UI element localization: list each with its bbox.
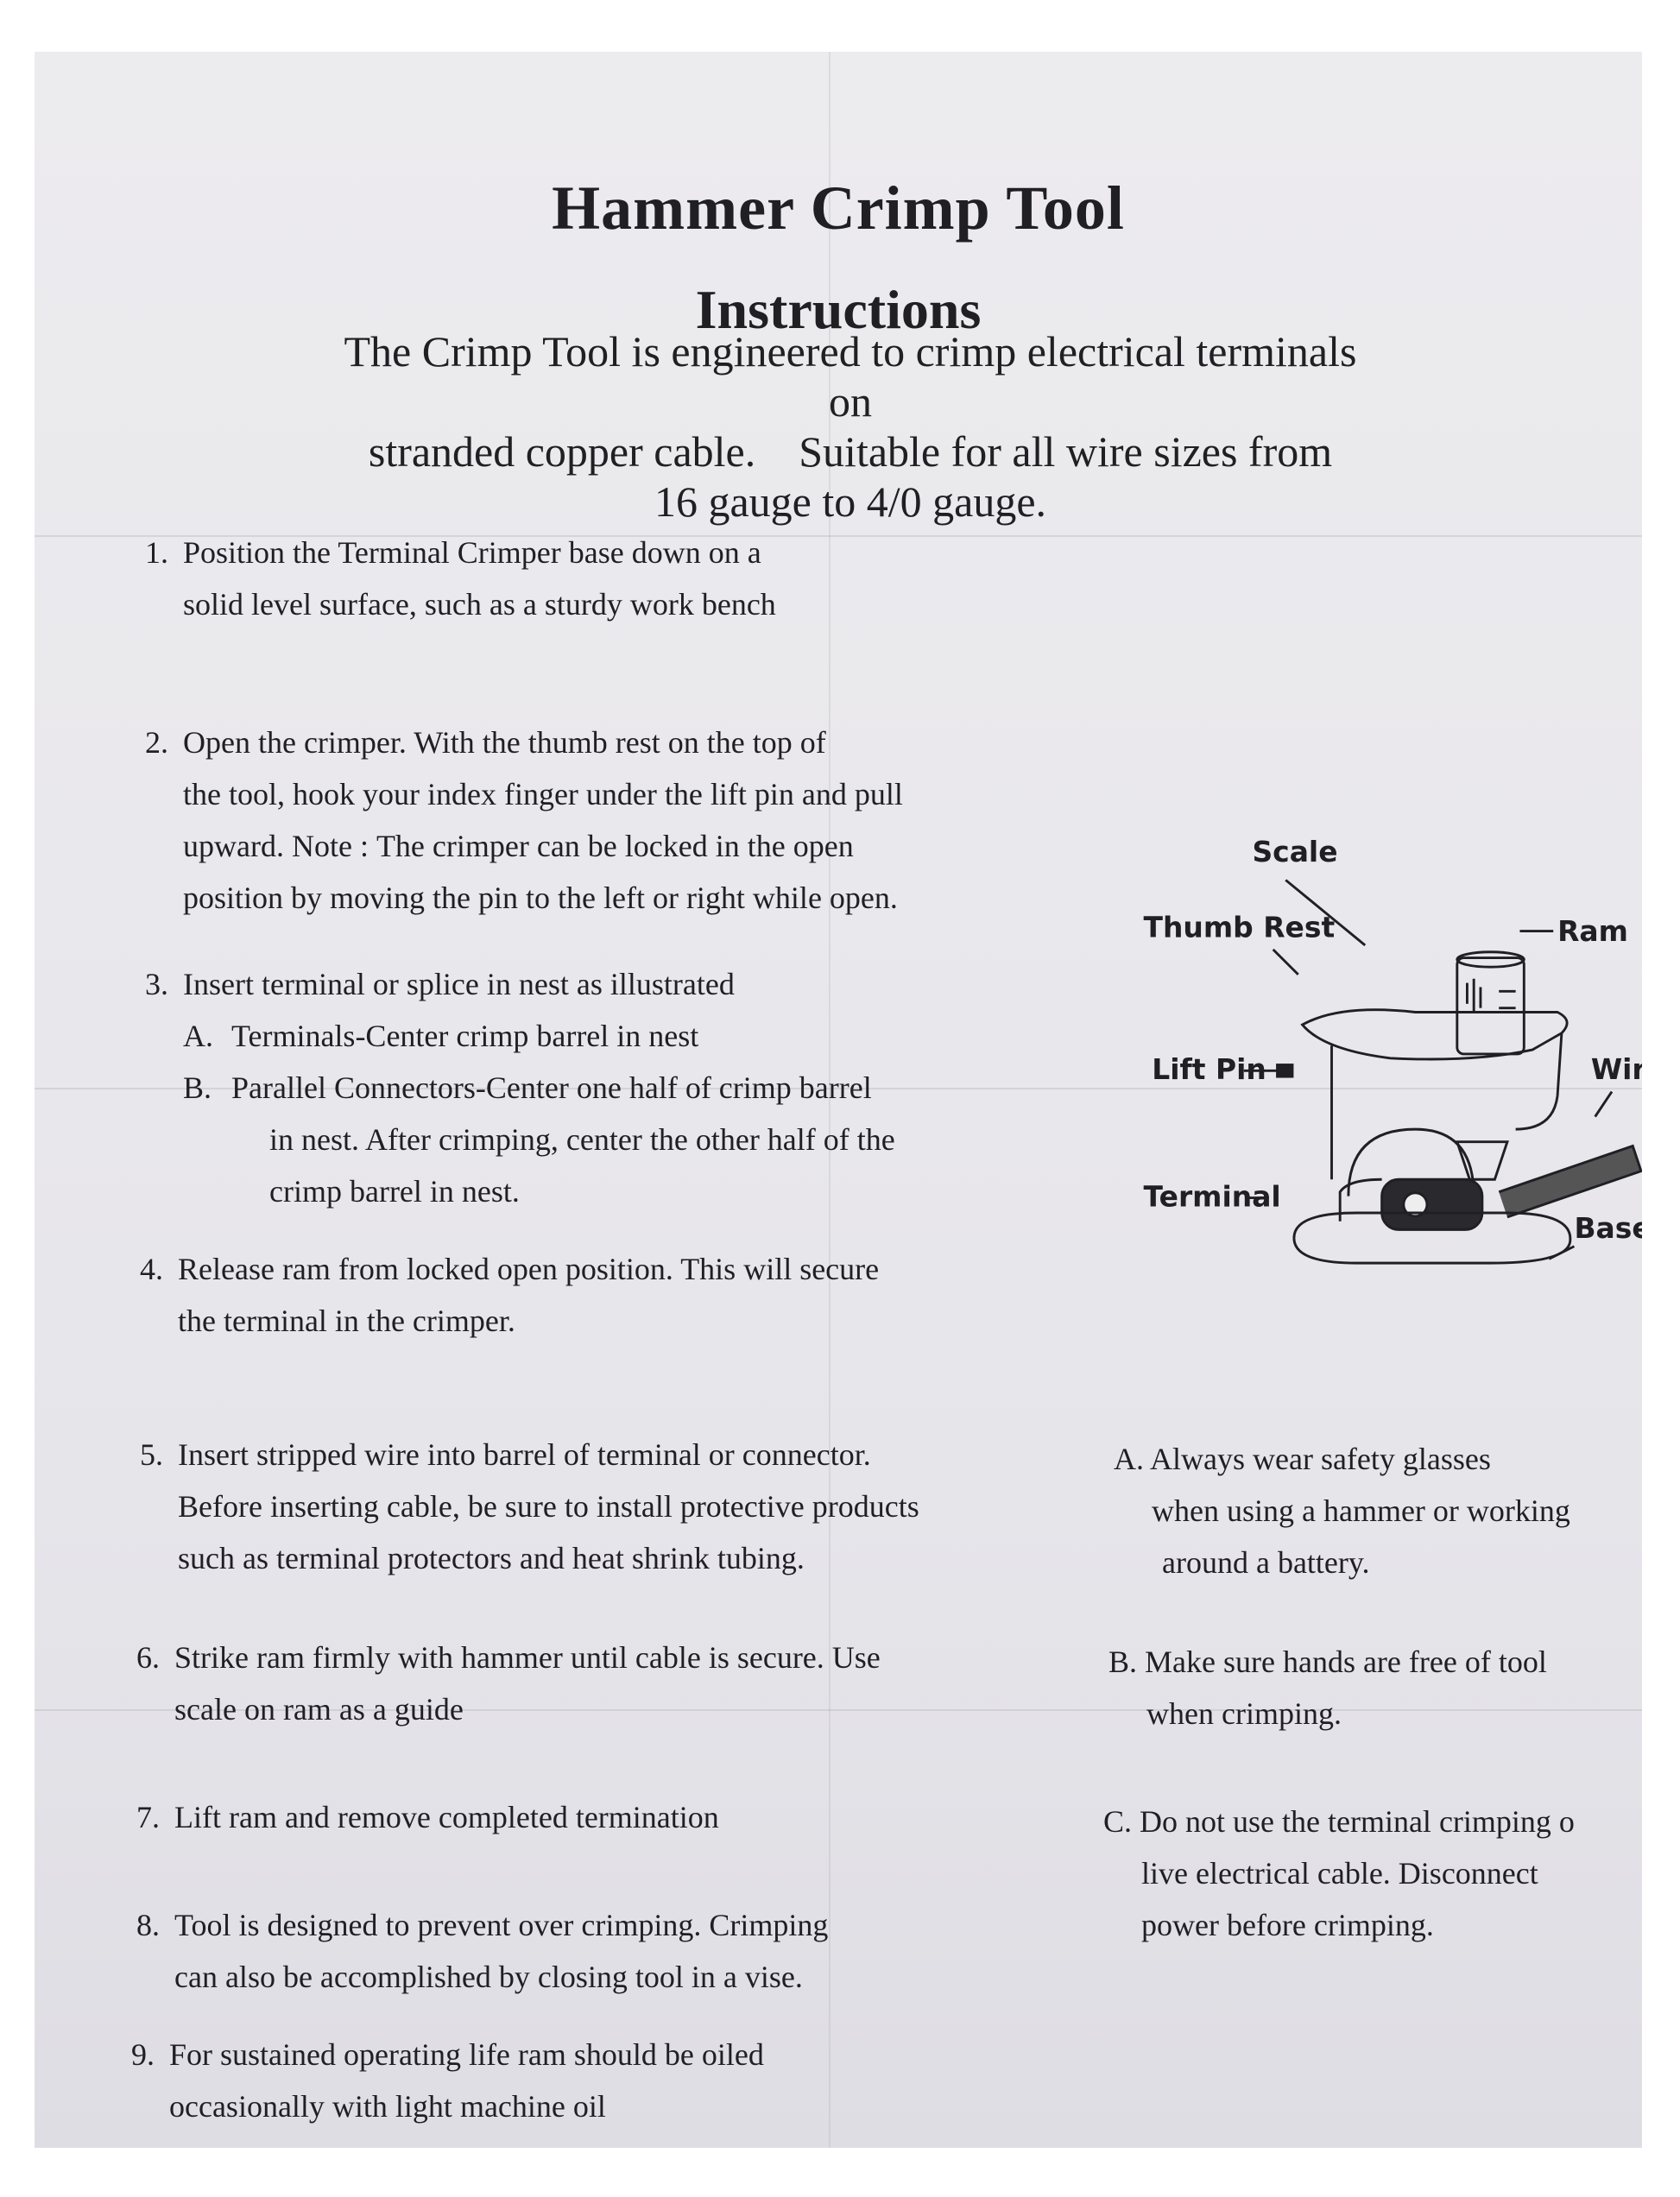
subitem-label: B.: [183, 1070, 212, 1105]
step-line: Release ram from locked open position. This will secure: [178, 1252, 880, 1286]
intro-line: 16 gauge to 4/0 gauge.: [654, 477, 1047, 526]
step-subitem-b: [145, 1062, 1095, 1217]
warning-c: [1103, 1796, 1639, 1951]
indenter: [1457, 1142, 1507, 1180]
step-4: [140, 1243, 1089, 1347]
step-line: the tool, hook your index finger under the lift pin and pull: [183, 777, 903, 811]
step-line: can also be accomplished by closing tool in a vise.: [174, 1960, 803, 1994]
step-line: position by moving the pin to the left or right while open.: [183, 881, 898, 915]
step-line: Insert stripped wire into barrel of terminal or connector.: [178, 1437, 871, 1472]
intro-paragraph: [319, 326, 1381, 527]
warning-line: Do not use the terminal crimping o: [1140, 1804, 1575, 1839]
step-number: 3.: [145, 967, 168, 1001]
subitem-label: A.: [183, 1019, 213, 1053]
step-number: 6.: [136, 1640, 160, 1675]
document-title: Hammer Crimp Tool: [552, 174, 1125, 243]
step-2: [145, 717, 1095, 924]
warning-a: [1114, 1433, 1642, 1588]
warning-line: when crimping.: [1146, 1696, 1342, 1731]
subitem-line: Parallel Connectors-Center one half of crimp barrel: [231, 1070, 872, 1105]
step-6: [136, 1632, 1086, 1735]
step-number: 2.: [145, 725, 168, 760]
step-number: 7.: [136, 1800, 160, 1834]
subitem-line: Terminals-Center crimp barrel in nest: [231, 1019, 699, 1053]
step-number: 8.: [136, 1908, 160, 1942]
label-thumb-rest: Thumb Rest: [1143, 910, 1336, 944]
crimp-tool-diagram: [1105, 811, 1665, 1347]
step-line: Insert terminal or splice in nest as illustrated: [183, 967, 735, 1001]
label-terminal: Terminal: [1143, 1179, 1281, 1214]
base-support: [1340, 1179, 1381, 1221]
warning-b: [1108, 1636, 1642, 1739]
step-line: occasionally with light machine oil: [169, 2089, 606, 2124]
document-subtitle: Instructions: [695, 279, 982, 340]
warning-label: C.: [1103, 1804, 1133, 1839]
ram-cylinder: [1457, 958, 1525, 1054]
thumb-rest: [1303, 1010, 1568, 1059]
lift-pin: [1278, 1065, 1292, 1077]
warning-line: live electrical cable. Disconnect: [1141, 1856, 1538, 1891]
intro-line: The Crimp Tool is engineered to crimp electrical terminals on: [344, 327, 1357, 426]
step-line: Lift ram and remove completed termination: [174, 1800, 719, 1834]
step-line: scale on ram as a guide: [174, 1692, 464, 1727]
intro-line: stranded copper cable. Suitable for all wire sizes from: [368, 427, 1333, 476]
step-line: Strike ram firmly with hammer until cable is secure. Use: [174, 1640, 881, 1675]
subitem-line: crimp barrel in nest.: [269, 1174, 520, 1209]
step-9: [131, 2029, 1081, 2132]
step-number: 5.: [140, 1437, 163, 1472]
label-base: Base: [1574, 1211, 1652, 1246]
label-wire: Wire: [1590, 1052, 1665, 1086]
label-lift-pin: Lift Pin: [1152, 1052, 1266, 1086]
warning-label: B.: [1108, 1645, 1138, 1679]
subitem-line: in nest. After crimping, center the other half of the: [269, 1122, 895, 1157]
wire: [1499, 1146, 1641, 1217]
warning-label: A.: [1114, 1442, 1144, 1476]
warning-line: around a battery.: [1162, 1545, 1370, 1580]
ram-top: [1457, 952, 1525, 967]
step-line: Before inserting cable, be sure to install protective products: [178, 1489, 919, 1524]
step-line: such as terminal protectors and heat shrink tubing.: [178, 1541, 805, 1575]
step-line: solid level surface, such as a sturdy work bench: [183, 587, 776, 622]
step-subitem-a: [145, 1010, 1095, 1062]
label-scale: Scale: [1252, 835, 1338, 869]
label-ram: Ram: [1557, 914, 1628, 949]
leader-line: [1595, 1092, 1612, 1117]
instruction-sheet: [35, 52, 1665, 2148]
step-line: Position the Terminal Crimper base down on a: [183, 535, 761, 570]
warning-line: power before crimping.: [1141, 1908, 1434, 1942]
step-line: the terminal in the crimper.: [178, 1304, 515, 1338]
step-line: Open the crimper. With the thumb rest on the top of: [183, 725, 826, 760]
step-7: [136, 1791, 1086, 1843]
terminal: [1382, 1179, 1482, 1229]
step-1: [145, 527, 1095, 630]
step-8: [136, 1899, 1086, 2003]
step-line: For sustained operating life ram should be oiled: [169, 2037, 764, 2072]
step-number: 4.: [140, 1252, 163, 1286]
warning-line: Make sure hands are free of tool: [1145, 1645, 1547, 1679]
step-line: Tool is designed to prevent over crimping. Crimping: [174, 1908, 829, 1942]
leader-line: [1273, 950, 1298, 975]
step-5: [140, 1429, 1089, 1584]
warning-line: when using a hammer or working: [1152, 1493, 1570, 1528]
step-number: 1.: [145, 535, 168, 570]
step-number: 9.: [131, 2037, 155, 2072]
warning-line: Always wear safety glasses: [1150, 1442, 1491, 1476]
step-line: upward. Note : The crimper can be locked in the open: [183, 829, 854, 863]
step-3: [145, 958, 1095, 1217]
